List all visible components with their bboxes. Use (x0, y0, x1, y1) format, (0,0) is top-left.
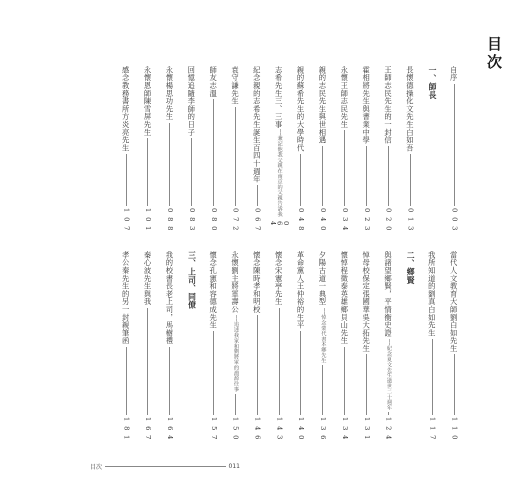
toc-entry (252, 66, 262, 232)
toc-entry (143, 66, 153, 232)
section-heading (405, 251, 415, 441)
toc-entry (252, 251, 262, 441)
toc-entry (362, 66, 372, 232)
entry-title: 回憶追隨李師的日子 (187, 66, 197, 137)
entry-title: 孝公秦先生的另一封親筆函 (121, 251, 131, 345)
leader-line (235, 107, 236, 206)
entry-title: 紀念親的志希先生誕生百四十週年 (252, 66, 262, 183)
leader-line (126, 154, 127, 206)
leader-line (169, 123, 170, 207)
page-number: 1 3 1 (362, 417, 371, 441)
entry-title: 我所知道的劉真白如先生 (427, 251, 437, 337)
toc-entry (340, 66, 350, 232)
leader-line (213, 99, 214, 206)
entry-subtitle: ──悼念蒙代書本鄉先生 (320, 307, 327, 363)
toc-entry (143, 251, 153, 441)
entry-title: 師友志溫 (209, 66, 219, 98)
page-footer (90, 461, 240, 471)
leader-line (366, 354, 367, 415)
section-heading (187, 251, 197, 441)
toc-entry (296, 251, 306, 441)
page-number: 0 6 7 (253, 208, 262, 232)
page-number: 1 0 1 (144, 208, 153, 232)
page-number: 1 5 7 (209, 417, 218, 441)
leader-line (147, 138, 148, 206)
leader-line (432, 339, 433, 415)
page-number: 1 5 0 (231, 417, 240, 441)
page-number: 0 6 4 (268, 220, 290, 227)
page-number: 0 8 8 (166, 208, 175, 232)
page-number: 0 7 2 (231, 208, 240, 232)
leader-line (300, 154, 301, 206)
toc-entry (274, 251, 284, 441)
toc-entry (121, 66, 131, 232)
leader-line (410, 154, 411, 206)
entry-subtitle: ──紀念夏文先生逝世二十週年 (385, 338, 392, 411)
page-number: 1 1 0 (450, 417, 459, 441)
page-number: 0 8 3 (187, 208, 196, 232)
toc-entry (405, 66, 415, 232)
toc-entry (121, 251, 131, 441)
entry-title: 自序 (449, 66, 459, 82)
page-number: 1 2 4 (384, 417, 393, 441)
entry-title: 當代人文教育大師劉白如先生 (449, 251, 459, 353)
toc-entry (427, 251, 437, 441)
toc-entry (449, 66, 459, 232)
toc-entry (208, 251, 218, 441)
entry-subtitle: ──追述我家和劉將軍的淵源往事 (232, 315, 239, 393)
leader-line (213, 331, 214, 415)
leader-line (191, 138, 192, 206)
page-title: 目次 (485, 36, 503, 72)
entry-title: 秦心波先生與我 (143, 251, 153, 306)
page-number: 0 1 3 (406, 208, 415, 232)
leader-line (257, 315, 258, 415)
page-number: 1 4 6 (253, 417, 262, 441)
entry-title: 親的志民先生與世相遇 (318, 66, 328, 144)
toc-entry (296, 66, 306, 232)
entry-title: 永懷楊思功先生 (165, 66, 175, 121)
entry-title: 懷悼程徵泰英雄鄉貝山先生 (340, 251, 350, 345)
leader-line (279, 308, 280, 416)
leader-line (344, 130, 345, 206)
toc-entry (318, 251, 328, 441)
toc-entry (362, 251, 372, 441)
page-number: 0 2 3 (362, 208, 371, 232)
toc-entry (230, 251, 240, 441)
leader-line (169, 347, 170, 416)
toc-entry (230, 66, 240, 232)
entry-title: 親的蘇希先生的大學時代 (296, 66, 306, 152)
toc-entry (268, 66, 290, 232)
entry-title: 懷念宋憲亭先生 (274, 251, 284, 306)
entry-title: 霍相將先生與書業中學 (362, 66, 372, 144)
leader-line (388, 146, 389, 206)
footer-rule (105, 466, 226, 467)
section-heading (427, 66, 437, 232)
entry-title: 懷念陳時孝和明校 (252, 251, 262, 314)
entry-title: 永懷劉主將軍壽公 (230, 251, 240, 314)
footer-page-number: 011 (228, 462, 240, 470)
leader-line (344, 347, 345, 416)
entry-title: 志希先生三、三事 (274, 66, 284, 129)
page-number: 1 6 4 (166, 417, 175, 441)
footer-label: 目次 (90, 463, 103, 471)
section-title: 三、上司、同僚 (187, 251, 197, 310)
page-number: 0 8 0 (209, 208, 218, 232)
entry-title: 長懷德操化文先生白如吾 (405, 66, 415, 152)
leader-line (257, 185, 258, 206)
entry-title: 永懷恩師陳雪屏先生 (143, 66, 153, 137)
page-number: 0 0 3 (450, 208, 459, 232)
leader-line (388, 412, 389, 415)
leader-line (454, 84, 455, 207)
leader-line (322, 146, 323, 206)
leader-line (126, 347, 127, 416)
toc-entry (208, 66, 218, 232)
toc-entry (187, 66, 197, 232)
entry-title: 王師志民先生的一封信 (384, 66, 394, 144)
entry-title: 夕陽古道一典型 (318, 251, 328, 306)
entry-title: 悼母校保定張國華吳大拓先生 (362, 251, 372, 353)
toc-entry (318, 66, 328, 232)
toc-entry (340, 251, 350, 441)
page-number: 0 4 0 (319, 208, 328, 232)
section-title: 二、鄉賢 (406, 251, 416, 285)
page-number: 0 2 0 (384, 208, 393, 232)
entry-title: 感念教務書所方炎亮先生 (121, 66, 131, 152)
page-number: 1 0 7 (122, 208, 131, 232)
page-number: 0 3 4 (340, 208, 349, 232)
entry-title: 懷念孔憲和容德成先生 (209, 251, 219, 329)
page-number: 1 3 4 (340, 417, 349, 441)
page-number: 1 6 7 (144, 417, 153, 441)
section-title: 一、師長 (428, 66, 438, 100)
page-number: 0 4 8 (297, 208, 306, 232)
page-number: 1 4 3 (275, 417, 284, 441)
page-number: 1 8 1 (122, 417, 131, 441)
page-number: 1 3 6 (319, 417, 328, 441)
entry-title: 革命黨人王仲裕的生平 (296, 251, 306, 329)
toc-entry (383, 251, 393, 441)
page-number: 1 1 7 (428, 417, 437, 441)
leader-line (366, 146, 367, 206)
leader-line (454, 354, 455, 415)
leader-line (147, 308, 148, 416)
toc-entry (449, 251, 459, 441)
leader-line (322, 365, 323, 415)
leader-line (300, 331, 301, 415)
toc-entry (165, 251, 175, 441)
toc-entry (383, 66, 393, 232)
entry-title: 永懷王師志民先生 (340, 66, 350, 129)
entry-title: 袁守謙先生 (230, 66, 240, 105)
entry-title: 與諸望鄉賢，平情衡史證 (384, 251, 394, 337)
entry-subtitle: ──兼記他我父親在南京的父親告訴我 (276, 129, 283, 217)
entry-title: 我的校書長老上司，馬樹禮 (165, 251, 175, 345)
page-number: 1 4 0 (297, 417, 306, 441)
toc-entry (165, 66, 175, 232)
leader-line (235, 394, 236, 415)
